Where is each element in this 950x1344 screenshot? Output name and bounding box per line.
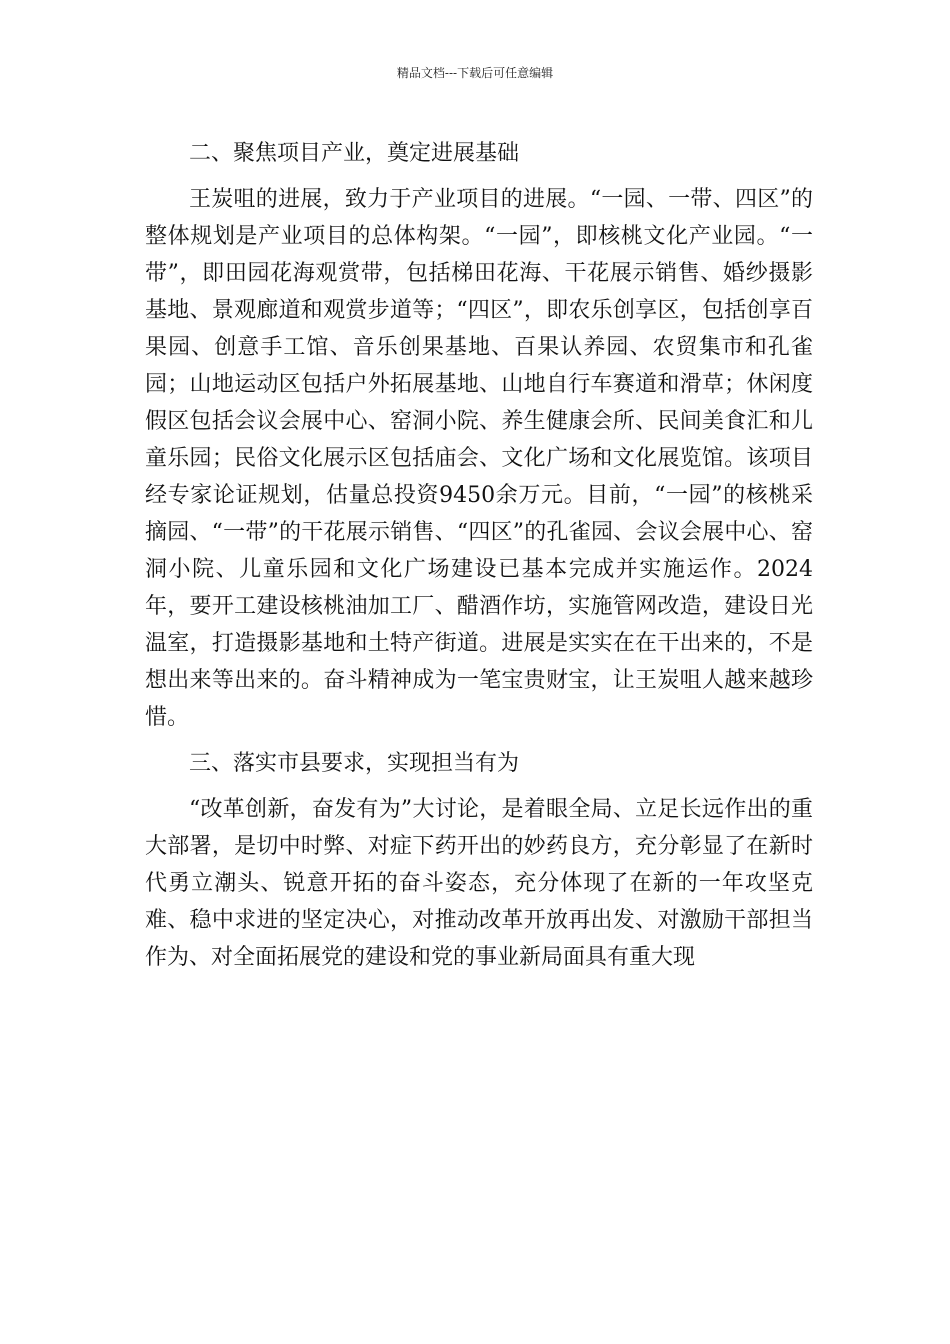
- section-paragraph-2: 王炭咀的进展，致力于产业项目的进展。“一园、一带、四区”的整体规划是产业项目的总体构架。“一园”，即核桃文化产业园。“一带”，即田园花海观赏带，包括梯田花海、干花展示销售、婚纱摄影基地、景观廊道和观赏步道等；“四区”，即农乐创享区，包括创享百果园、创意手工馆、音乐创果基地、百果认养园、农贸集市和孔雀园；山地运动区包括户外拓展基地、山地自行车赛道和滑草；休闲度假区包括会议会展中心、窑洞小院、养生健康会所、民间美食汇和儿童乐园；民俗文化展示区包括庙会、文化广场和文化展览馆。该项目经专家论证规划，估量总投资9450余万元。目前，“一园”的核桃采摘园、“一带”的干花展示销售、“四区”的孔雀园、会议会展中心、窑洞小院、儿童乐园和文化广场建设已基本完成并实施运作。2024年，要开工建设核桃油加工厂、醋酒作坊，实施管网改造，建设日光温室，打造摄影基地和土特产街道。进展是实实在在干出来的，不是想出来等出来的。奋斗精神成为一笔宝贵财宝，让王炭咀人越来越珍惜。: [145, 187, 813, 730]
- section-paragraph-3: “改革创新，奋发有为”大讨论，是着眼全局、立足长远作出的重大部署，是切中时弊、对症下药开出的妙药良方，充分彰显了在新时代勇立潮头、锐意开拓的奋斗姿态，充分体现了在新的一年攻坚克难、稳中求进的坚定决心，对推动改革开放再出发、对激励干部担当作为、对全面拓展党的建设和党的事业新局面具有重大现: [145, 797, 813, 970]
- section-heading-3: 三、落实市县要求，实现担当有为: [189, 751, 520, 776]
- page-header: 精品文档---下载后可任意编辑: [396, 66, 554, 80]
- document-body: [145, 135, 813, 985]
- section-heading-2: 二、聚焦项目产业，奠定进展基础: [189, 141, 520, 166]
